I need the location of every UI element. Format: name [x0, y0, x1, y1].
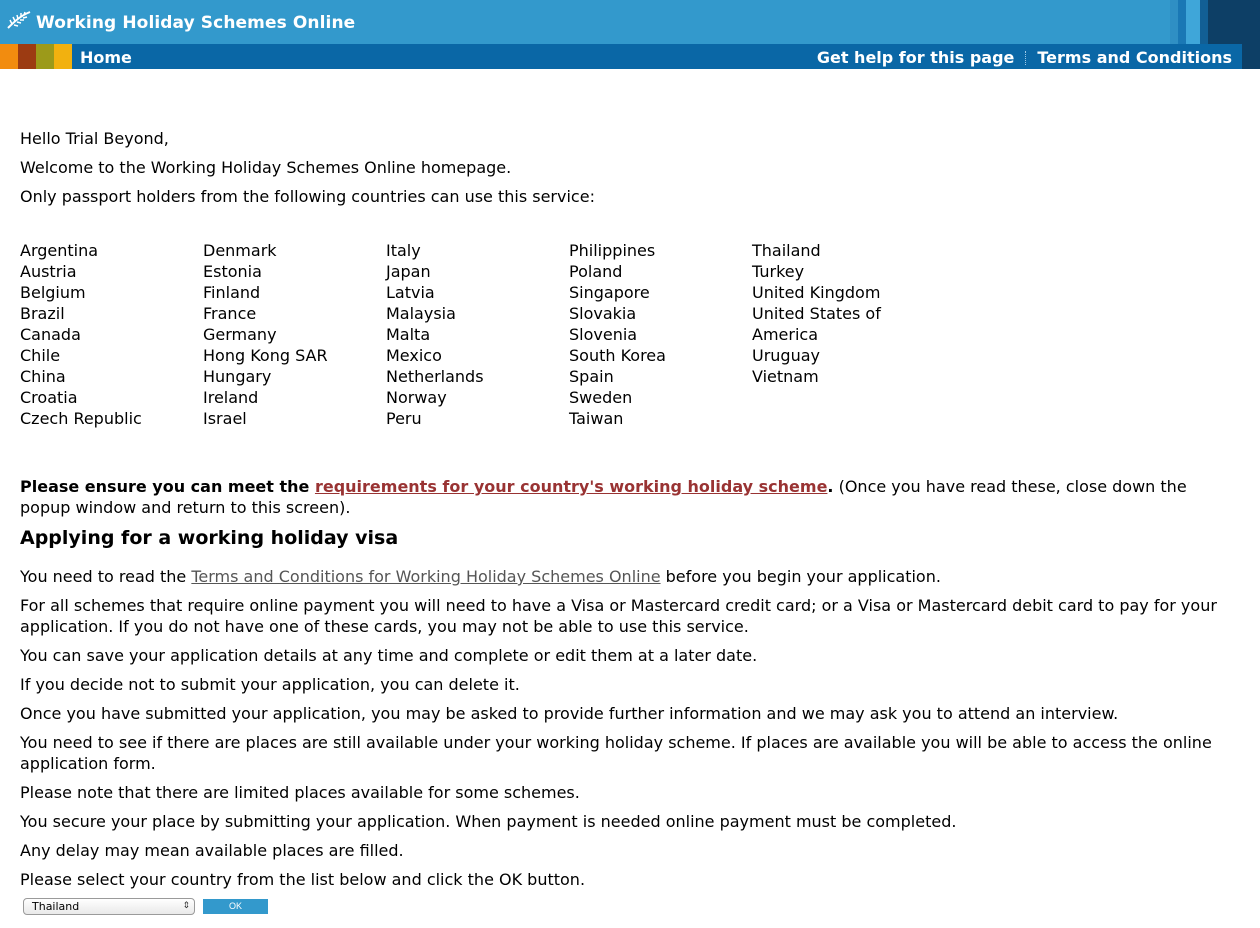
requirements-link[interactable]: requirements for your country's working holiday scheme	[314, 477, 828, 496]
country-item: Czech Republic	[20, 409, 142, 428]
terms-prefix: You need to read the	[20, 567, 192, 586]
terms-conditions-link[interactable]: Terms and Conditions for Working Holiday Schemes Online	[191, 567, 661, 586]
country-column	[20, 240, 203, 429]
country-item: Croatia	[20, 388, 78, 407]
country-item: Uruguay	[752, 346, 820, 365]
eligibility-text: Only passport holders from the following countries can use this service:	[20, 187, 595, 206]
applying-heading: Applying for a working holiday visa	[20, 527, 399, 549]
country-item: Poland	[569, 262, 623, 281]
ok-button[interactable]: OK	[203, 899, 268, 914]
country-item: Brazil	[20, 304, 65, 323]
country-item: Turkey	[752, 262, 805, 281]
country-item: Sweden	[569, 388, 633, 407]
terms-notice	[20, 566, 1240, 587]
country-item: Japan	[386, 262, 431, 281]
country-item: Slovenia	[569, 325, 638, 344]
country-item: Estonia	[203, 262, 262, 281]
country-item: Belgium	[20, 283, 86, 302]
country-item: France	[203, 304, 257, 323]
country-item: Hungary	[203, 367, 272, 386]
country-column	[752, 240, 935, 429]
info-paragraph: Once you have submitted your application, you may be asked to provide further information and we may ask you to attend an interview.	[20, 704, 1119, 723]
info-paragraph: Please select your country from the list below and click the OK button.	[20, 870, 586, 889]
header-stripes	[1170, 0, 1260, 44]
country-item: Ireland	[203, 388, 259, 407]
country-item: United Kingdom	[752, 283, 881, 302]
nav-help-link[interactable]: Get help for this page	[816, 48, 1015, 67]
country-item: Finland	[203, 283, 261, 302]
requirements-suffix: (Once you have read these, close down the popup window and return to this screen).	[20, 477, 1187, 517]
main-content	[20, 128, 1240, 915]
info-paragraph: You need to see if there are places are still available under your working holiday scheme. If places are available you will be able to access the online application form.	[20, 733, 1212, 773]
country-item: United States of	[752, 304, 881, 323]
country-item: Vietnam	[752, 367, 819, 386]
country-item: Chile	[20, 346, 61, 365]
header-bar	[0, 0, 1260, 44]
info-paragraph: For all schemes that require online payment you will need to have a Visa or Mastercard credit card; or a Visa or Mastercard debit card to pay for your application. If you do not have one of these cards, you may not be able to use this service.	[20, 596, 1217, 636]
country-item: Mexico	[386, 346, 442, 365]
country-select[interactable]	[23, 898, 195, 915]
info-paragraph: You secure your place by submitting your application. When payment is needed online payment must be completed.	[20, 812, 957, 831]
nav-edge-block	[1242, 44, 1260, 69]
select-updown-icon: ⇕	[182, 901, 190, 911]
country-item: Malta	[386, 325, 431, 344]
nav-terms-link[interactable]: Terms and Conditions	[1037, 48, 1232, 67]
greeting: Hello Trial Beyond,	[20, 129, 169, 148]
info-paragraph: Please note that there are limited places available for some schemes.	[20, 783, 580, 802]
country-item: Netherlands	[386, 367, 484, 386]
country-item: Latvia	[386, 283, 435, 302]
info-paragraph: Any delay may mean available places are filled.	[20, 841, 404, 860]
country-form	[23, 898, 1240, 915]
requirements-period: .	[827, 477, 834, 496]
fern-icon	[6, 10, 32, 30]
country-item: Thailand	[752, 241, 821, 260]
country-item: Taiwan	[569, 409, 624, 428]
country-item: Austria	[20, 262, 77, 281]
country-column	[203, 240, 386, 429]
country-item: Italy	[386, 241, 421, 260]
country-list	[20, 240, 1240, 429]
country-item: Philippines	[569, 241, 656, 260]
country-select-value: Thailand	[32, 900, 80, 913]
country-item: Hong Kong SAR	[203, 346, 328, 365]
country-item: Malaysia	[386, 304, 456, 323]
nav-bar	[0, 44, 1260, 69]
requirements-prefix: Please ensure you can meet the	[20, 477, 315, 496]
info-paragraph: You can save your application details at any time and complete or edit them at a later date.	[20, 646, 758, 665]
country-item: Canada	[20, 325, 81, 344]
country-column	[386, 240, 569, 429]
country-item: Denmark	[203, 241, 277, 260]
nav-home-link[interactable]: Home	[80, 48, 132, 67]
country-item: Slovakia	[569, 304, 637, 323]
country-item: Singapore	[569, 283, 650, 302]
country-item: South Korea	[569, 346, 666, 365]
country-column	[569, 240, 752, 429]
country-item: Norway	[386, 388, 447, 407]
country-item: Spain	[569, 367, 614, 386]
country-item: Israel	[203, 409, 247, 428]
info-paragraph: If you decide not to submit your application, you can delete it.	[20, 675, 520, 694]
requirements-notice	[20, 476, 1240, 518]
country-item: Peru	[386, 409, 422, 428]
country-item: China	[20, 367, 66, 386]
country-item: Germany	[203, 325, 277, 344]
app-title: Working Holiday Schemes Online	[36, 13, 356, 33]
welcome-text: Welcome to the Working Holiday Schemes Online homepage.	[20, 158, 512, 177]
country-item: America	[752, 325, 818, 344]
nav-right-links	[817, 48, 1232, 67]
accent-blocks	[0, 44, 72, 69]
nav-separator	[1025, 51, 1026, 65]
country-item: Argentina	[20, 241, 99, 260]
terms-suffix: before you begin your application.	[660, 567, 941, 586]
